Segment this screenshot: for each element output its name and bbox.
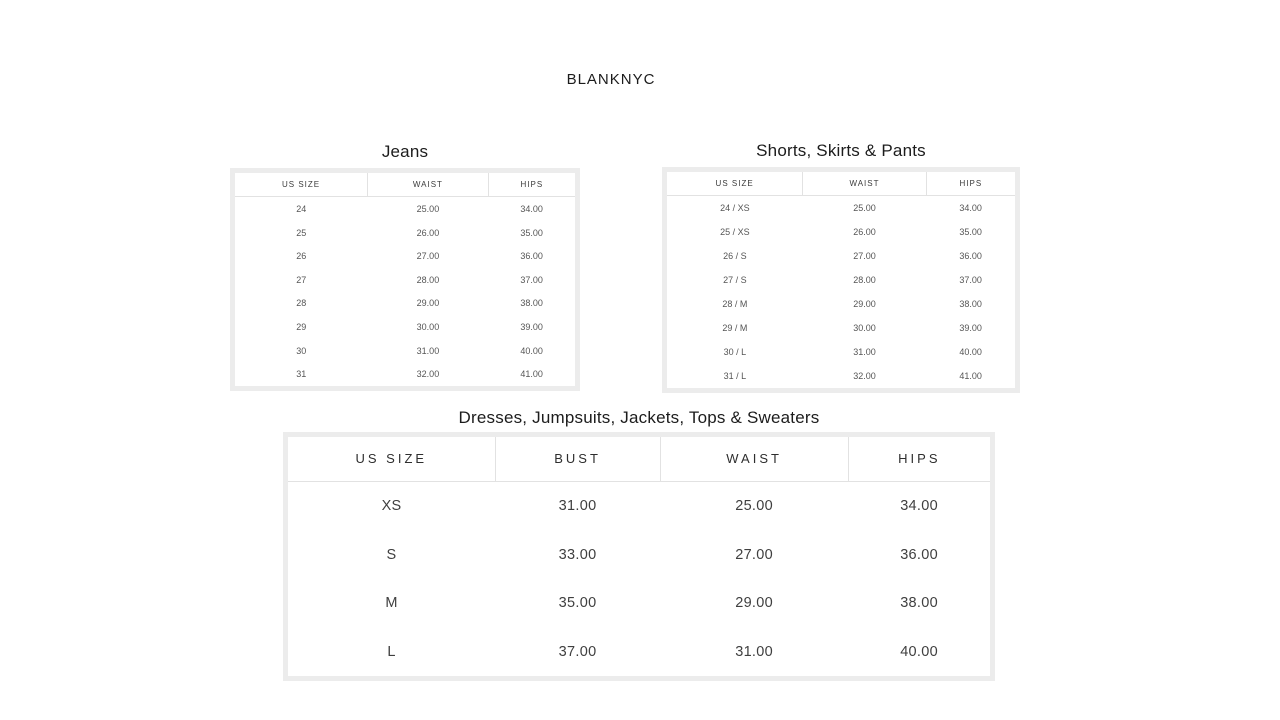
table-cell: L [387, 643, 396, 660]
table-cell: 32.00 [853, 370, 876, 381]
table-cell: 35.00 [520, 227, 543, 238]
table-row [288, 579, 990, 627]
table-row [667, 316, 1015, 340]
header-cell: BUST [495, 437, 660, 481]
table-cell: 31.00 [558, 498, 597, 515]
jeans-size-table-grid [235, 173, 575, 386]
dresses-size-table [283, 432, 995, 681]
table-cell: 38.00 [900, 595, 938, 612]
table-cell: XS [381, 498, 402, 515]
table-row [235, 268, 575, 292]
table-cell: 37.00 [959, 275, 982, 286]
table-cell: 40.00 [900, 643, 938, 660]
table-row [235, 221, 575, 245]
table-cell: 41.00 [959, 370, 982, 381]
table-cell: M [385, 595, 398, 612]
table-cell: 31.00 [853, 347, 876, 357]
header-row [235, 173, 575, 196]
table-cell: 28.00 [416, 274, 440, 285]
header-cell: WAIST [660, 437, 848, 481]
table-cell: 36.00 [959, 251, 982, 262]
header-cell: US SIZE [235, 173, 368, 196]
table-cell: 36.00 [900, 547, 938, 564]
table-cell: 25 / XS [720, 227, 750, 238]
table-cell: 27.00 [416, 251, 440, 262]
table-cell: 38.00 [520, 298, 543, 309]
table-cell: 31.00 [416, 345, 440, 356]
table-cell: 32.00 [416, 369, 440, 380]
dresses-size-table-inner [288, 437, 990, 676]
header-row [667, 172, 1015, 195]
header-cell: WAIST [803, 172, 927, 195]
header-cell: US SIZE [667, 172, 803, 195]
table-row [667, 244, 1015, 268]
table-cell: 30.00 [416, 321, 440, 332]
table-cell: 30 / L [723, 347, 747, 357]
table-row [667, 292, 1015, 316]
table-cell: 24 / XS [720, 202, 750, 213]
table-cell: 35.00 [558, 595, 597, 612]
table-cell: 35.00 [959, 227, 982, 238]
table-cell: 38.00 [959, 299, 982, 310]
table-row [288, 481, 990, 531]
table-cell: 26 / S [723, 251, 747, 262]
header-row [288, 437, 990, 481]
table-cell: 36.00 [520, 251, 543, 262]
jeans-size-table [230, 168, 580, 391]
table-cell: 25.00 [416, 203, 440, 214]
jeans-size-table-inner [235, 173, 575, 386]
table-cell: 28 [296, 298, 307, 309]
table-row [235, 244, 575, 268]
table-cell: 29 [296, 321, 307, 332]
shorts-size-table-inner [667, 172, 1015, 388]
table-cell: 29 / M [722, 323, 748, 334]
table-cell: 41.00 [520, 369, 543, 380]
table-row [288, 628, 990, 676]
brand-title: BLANKNYC [566, 71, 656, 88]
table-row [667, 220, 1015, 244]
table-cell: 29.00 [735, 595, 773, 612]
table-cell: 25 [296, 227, 307, 238]
table-cell: 34.00 [900, 498, 938, 515]
header-cell: US SIZE [288, 437, 495, 481]
table-cell: 27 / S [723, 275, 747, 286]
table-row [235, 339, 575, 363]
table-cell: S [386, 547, 397, 564]
table-cell: 31 / L [723, 370, 747, 381]
table-cell: 27.00 [853, 251, 876, 262]
table-row [235, 315, 575, 339]
shorts-skirts-pants-size-table [662, 167, 1020, 393]
dresses-size-table-grid [288, 437, 990, 676]
table-row [235, 292, 575, 316]
shorts-size-table-grid [667, 172, 1015, 388]
table-row [667, 195, 1015, 220]
jeans-table-title: Jeans [381, 142, 429, 161]
table-cell: 24 [296, 203, 307, 214]
table-row [235, 196, 575, 221]
table-cell: 37.00 [520, 274, 543, 285]
table-cell: 39.00 [959, 323, 982, 334]
table-cell: 26 [296, 251, 307, 262]
table-row [288, 531, 990, 579]
table-row [667, 364, 1015, 388]
table-cell: 25.00 [853, 202, 876, 213]
table-cell: 28 / M [722, 299, 748, 310]
header-cell: WAIST [368, 173, 489, 196]
table-cell: 27 [296, 274, 307, 285]
table-cell: 29.00 [416, 298, 440, 309]
table-row [235, 362, 575, 386]
table-cell: 34.00 [520, 203, 543, 214]
table-cell: 40.00 [520, 345, 543, 356]
table-cell: 25.00 [735, 498, 773, 515]
header-cell: HIPS [488, 173, 575, 196]
table-cell: 37.00 [558, 643, 597, 660]
table-cell: 26.00 [416, 227, 440, 238]
table-cell: 30.00 [853, 323, 876, 334]
header-cell: HIPS [848, 437, 990, 481]
table-cell: 28.00 [853, 275, 876, 286]
table-cell: 34.00 [959, 202, 982, 213]
table-cell: 40.00 [959, 347, 982, 357]
table-cell: 30 [296, 345, 307, 356]
table-cell: 39.00 [520, 321, 543, 332]
header-cell: HIPS [926, 172, 1015, 195]
table-cell: 26.00 [853, 227, 876, 238]
table-cell: 31 [296, 369, 307, 380]
dresses-table-title: Dresses, Jumpsuits, Jackets, Tops & Sweaters [458, 408, 820, 427]
table-row [667, 268, 1015, 292]
table-cell: 27.00 [735, 547, 773, 564]
shorts-skirts-pants-table-title: Shorts, Skirts & Pants [756, 141, 926, 160]
table-cell: 29.00 [853, 299, 876, 310]
table-row [667, 340, 1015, 364]
table-cell: 31.00 [735, 643, 773, 660]
table-cell: 33.00 [558, 547, 597, 564]
